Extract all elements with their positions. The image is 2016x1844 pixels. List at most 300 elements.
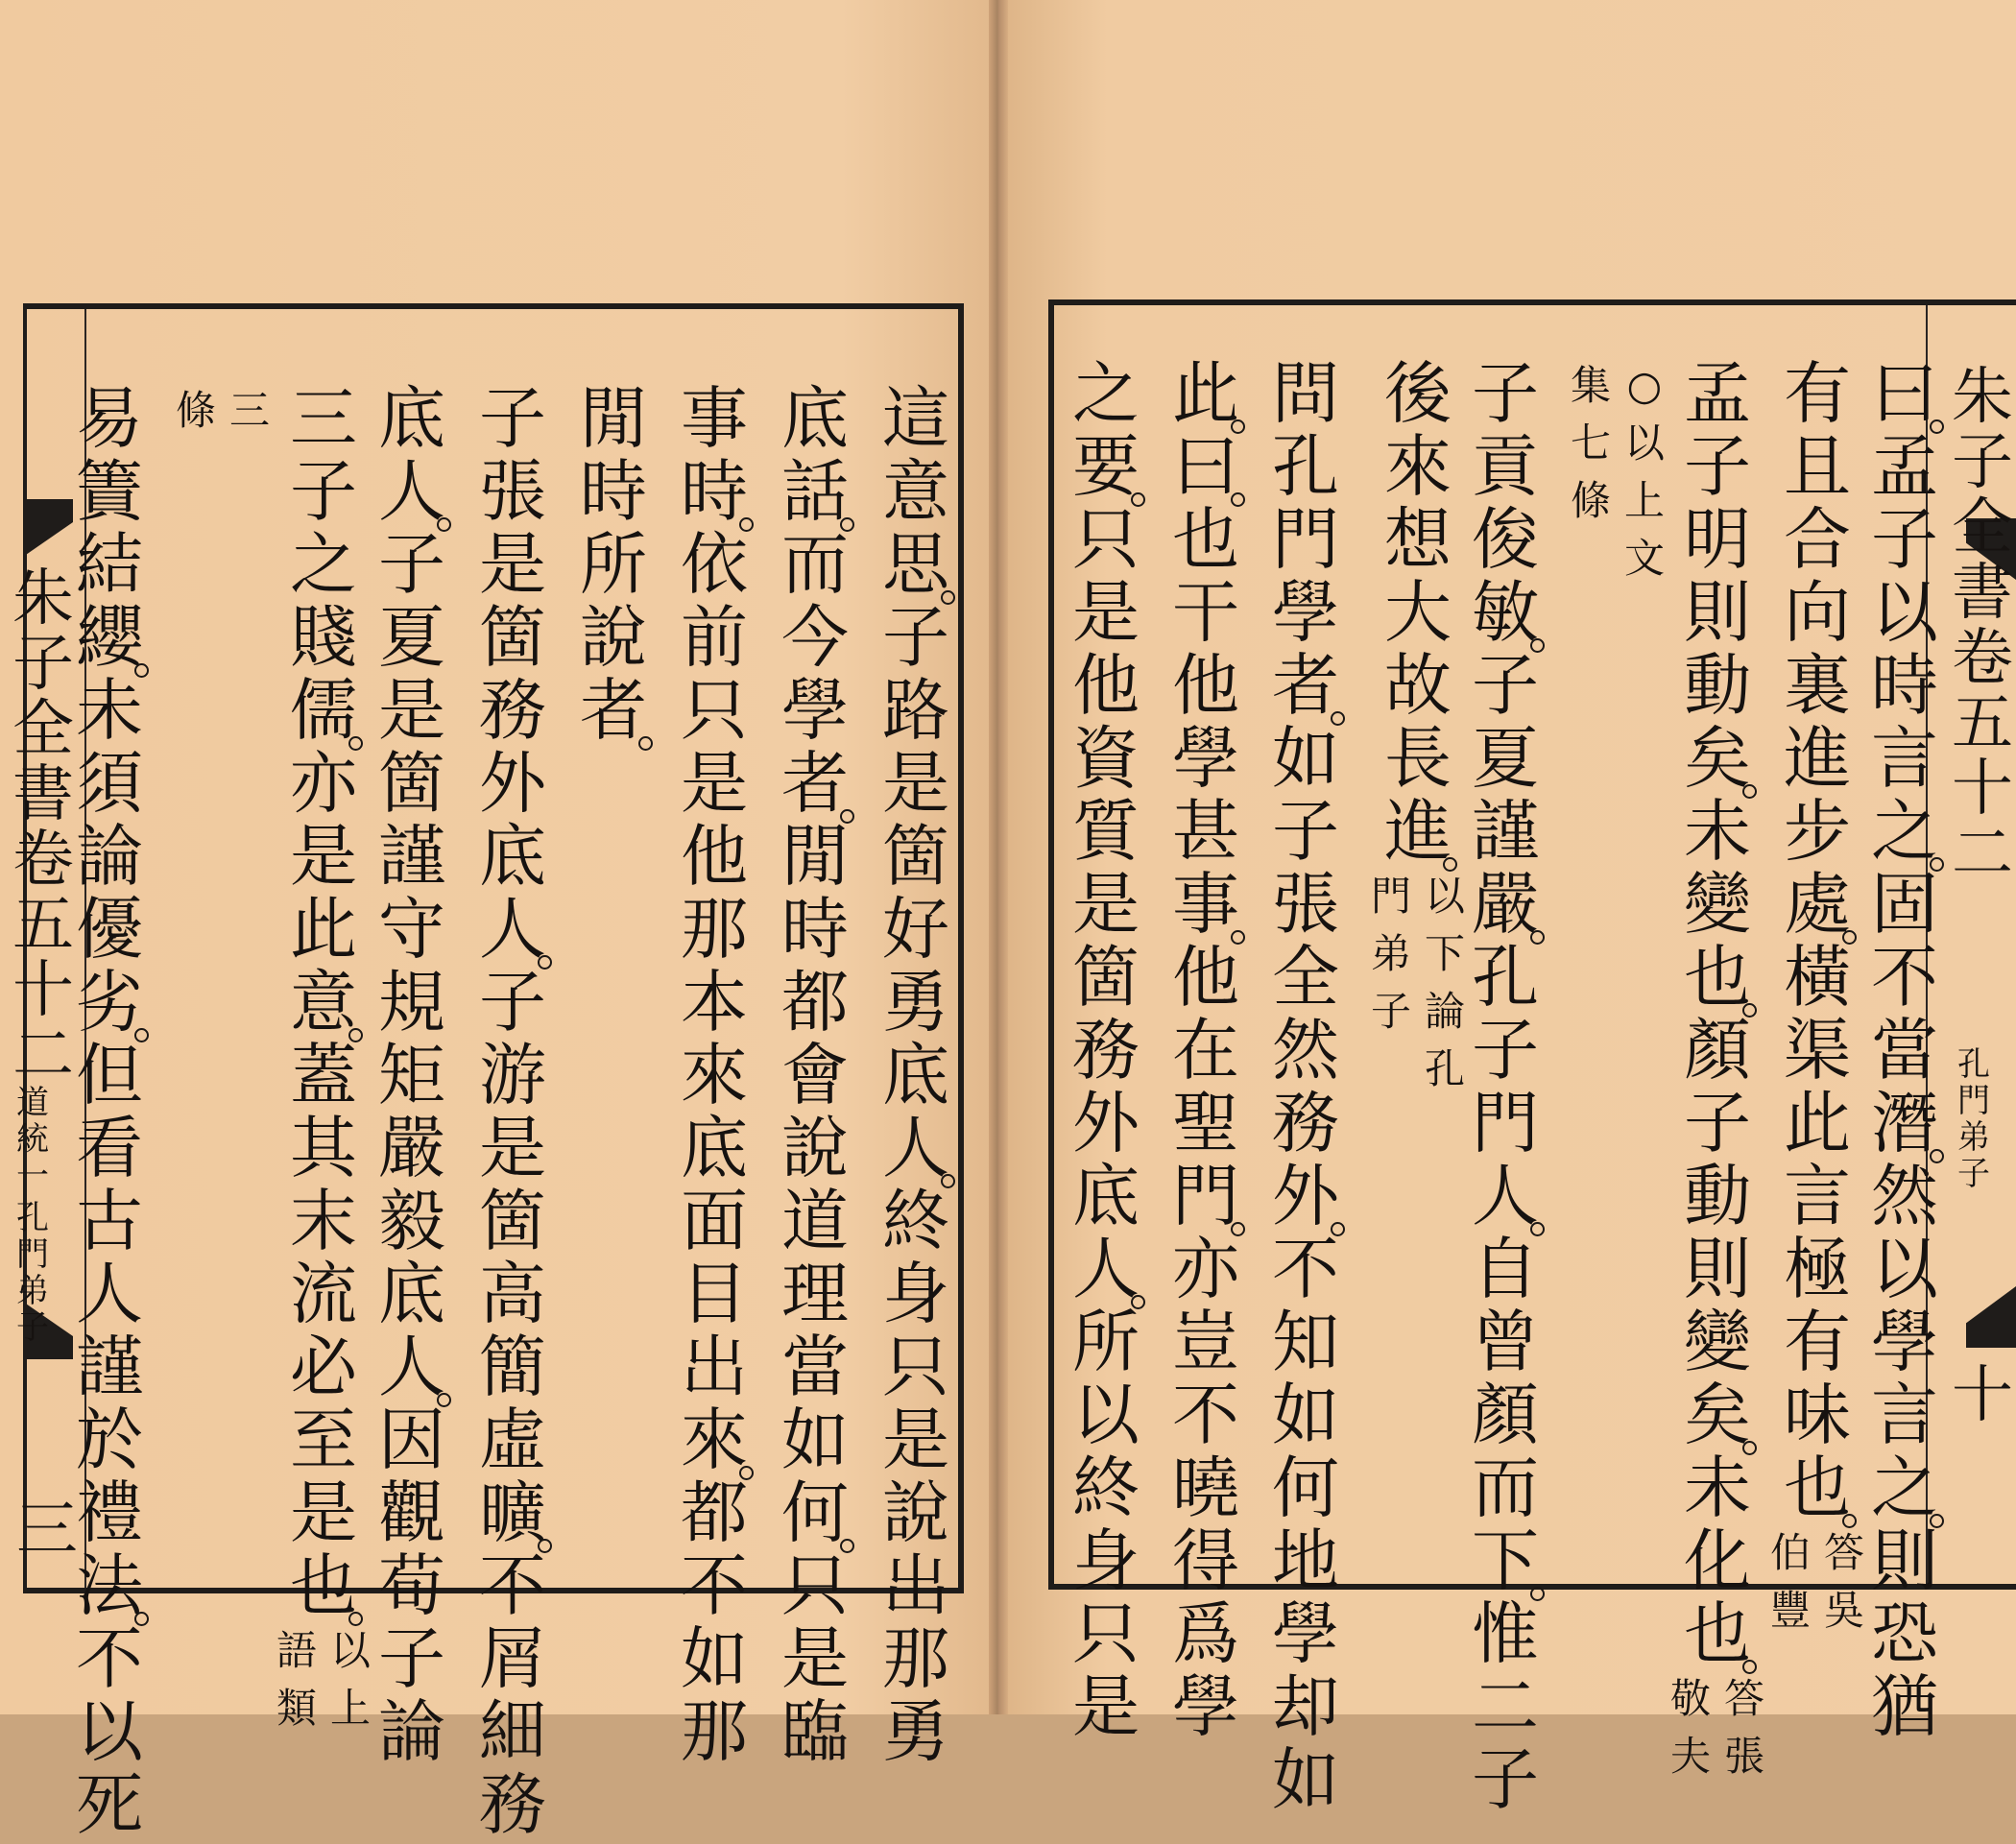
note-line (274, 1622, 320, 1737)
text-char: 閒 (580, 379, 647, 458)
margin-char: 十 (1952, 754, 2013, 825)
text-char: 子 (1684, 427, 1751, 506)
text-char: 語 (276, 1627, 317, 1674)
text-char: 子 (1472, 1011, 1539, 1090)
text-char: 末 (290, 1182, 357, 1260)
interlinear-note (173, 382, 273, 440)
text-char: 進 (1380, 795, 1455, 868)
text-char: 守 (378, 890, 445, 969)
text-char: 底 (378, 1255, 445, 1333)
text-char: 法 (72, 1549, 147, 1622)
text-char: 子 (479, 963, 546, 1042)
text-char: 張 (1723, 1733, 1764, 1780)
note-line (1368, 868, 1414, 1098)
text-char: 長 (1384, 719, 1452, 798)
text-char: 來 (1384, 427, 1452, 506)
text-char: 此 (290, 890, 357, 969)
text-char: 那 (681, 890, 748, 969)
text-char: 人 (76, 1255, 143, 1333)
text-column (1068, 354, 1143, 1746)
text-char: 禮 (76, 1473, 143, 1552)
text-char: 都 (681, 1473, 748, 1552)
margin-char: 門 (1957, 1082, 1990, 1120)
note-line (173, 382, 219, 440)
text-char: 荀 (378, 1546, 445, 1625)
interlinear-note (274, 1622, 373, 1737)
text-char: 蓋 (290, 1036, 357, 1114)
text-char: 不 (681, 1546, 748, 1625)
text-char: 只 (882, 1328, 949, 1406)
text-char: 說 (580, 598, 647, 677)
text-char: 惟 (1472, 1594, 1539, 1673)
text-char: 地 (1272, 1521, 1339, 1600)
margin-char: 全 (1952, 492, 2013, 563)
text-char: 纓 (72, 601, 147, 674)
text-char: 矩 (378, 1036, 445, 1114)
text-char: 當 (1871, 1011, 1938, 1090)
margin-char: 門 (16, 1235, 49, 1274)
text-char: 未 (1684, 792, 1751, 871)
text-char: 這 (882, 379, 949, 458)
text-char: 敬 (1669, 1675, 1711, 1722)
text-char: 矣 (1680, 722, 1755, 795)
text-char: 說 (882, 1473, 949, 1552)
text-char: 曰 (1867, 357, 1942, 430)
text-char: 問 (1272, 354, 1339, 433)
text-char: 條 (1570, 477, 1611, 524)
text-char: 學 (1172, 1667, 1239, 1746)
text-char: 資 (1072, 719, 1140, 798)
margin-section (13, 1085, 52, 1194)
text-char: 古 (76, 1182, 143, 1260)
text-char: 外 (1268, 1160, 1343, 1233)
text-char: 大 (1384, 573, 1452, 652)
margin-char: 道 (16, 1084, 49, 1122)
text-char: 味 (1784, 1376, 1851, 1454)
text-char: 話 (778, 455, 852, 528)
text-char: 則 (1684, 1230, 1751, 1308)
text-char: ○ (1626, 362, 1663, 409)
text-char: 如 (681, 1619, 748, 1698)
text-char: 子 (378, 525, 445, 604)
text-char: 上 (1623, 477, 1665, 524)
text-char: 時 (1871, 646, 1938, 725)
margin-char: 弟 (1957, 1118, 1990, 1157)
text-char: 勇 (882, 963, 949, 1042)
text-char: 事 (1168, 868, 1243, 941)
margin-char: 孔 (1957, 1045, 1990, 1084)
text-char: 此 (1168, 357, 1243, 430)
text-char: 看 (76, 1109, 143, 1187)
text-char: 有 (1784, 1303, 1851, 1381)
page-number: 十 (1952, 1360, 2013, 1431)
text-char: 亦 (1172, 1230, 1239, 1308)
text-char: 也 (1172, 500, 1239, 579)
text-char: 但 (76, 1036, 143, 1114)
text-char: 此 (1784, 1084, 1851, 1162)
text-char: 所 (1072, 1303, 1140, 1381)
margin-char: 卷 (1952, 623, 2013, 694)
text-char: 學 (781, 671, 849, 750)
text-char: 集 (1570, 362, 1611, 409)
text-char: 論 (76, 817, 143, 896)
text-char: 論 (1424, 988, 1465, 1035)
margin-chapter (1955, 1046, 1993, 1192)
text-char: 子 (1472, 1740, 1539, 1819)
note-line (1721, 1670, 1767, 1785)
text-char: 貢 (1472, 427, 1539, 506)
text-char: 底 (882, 1036, 949, 1114)
text-char: 矣 (1680, 1378, 1755, 1451)
text-char: 是 (781, 1619, 849, 1698)
text-char: 務 (479, 671, 546, 750)
text-char: 儒 (286, 674, 361, 747)
text-char: 也 (1680, 1597, 1755, 1670)
text-char: 結 (76, 525, 143, 604)
text-char: 是 (479, 525, 546, 604)
text-char: 學 (1172, 719, 1239, 798)
text-char: 謹 (76, 1328, 143, 1406)
text-char: 之 (290, 525, 357, 604)
text-char: 之 (1867, 1451, 1942, 1524)
text-char: 觀 (378, 1473, 445, 1552)
text-char: 裏 (1784, 646, 1851, 725)
text-char: 不 (479, 1546, 546, 1625)
text-char: 也 (286, 1549, 361, 1622)
text-char: 如 (1272, 1376, 1339, 1454)
text-char: 路 (882, 671, 949, 750)
text-char: 合 (1784, 500, 1851, 579)
text-char: 下 (1468, 1524, 1543, 1597)
text-char: 得 (1172, 1521, 1239, 1600)
text-char: 答 (1723, 1675, 1764, 1722)
text-char: 以 (1072, 1376, 1140, 1454)
text-char: 然 (1871, 1157, 1938, 1235)
text-char: 本 (681, 963, 748, 1042)
text-char: 規 (378, 963, 445, 1042)
text-char: 人 (1068, 1233, 1143, 1305)
margin-title (10, 563, 77, 1091)
margin-char: 孔 (16, 1199, 49, 1237)
interlinear-note (1767, 1524, 1867, 1640)
text-char: 想 (1384, 500, 1452, 579)
text-char: 步 (1784, 792, 1851, 871)
text-char: 聖 (1172, 1084, 1239, 1162)
text-char: 進 (1784, 719, 1851, 798)
text-char: 孔 (1272, 427, 1339, 506)
left-margin-title (10, 563, 77, 1091)
text-char: 不 (1272, 1230, 1339, 1308)
text-char: 意 (882, 452, 949, 531)
text-char: 勇 (882, 1692, 949, 1771)
text-char: 何 (778, 1476, 852, 1549)
text-char: 箇 (882, 817, 949, 896)
text-char: 者 (1268, 649, 1343, 722)
page-number: 三 (16, 1495, 78, 1566)
margin-char: 子 (1957, 1155, 1990, 1193)
margin-char: 朱 (1952, 362, 2013, 433)
text-char: 化 (1684, 1521, 1751, 1600)
text-char: 知 (1272, 1303, 1339, 1381)
text-char: 甚 (1172, 792, 1239, 871)
text-char: 言 (1871, 719, 1938, 798)
text-char: 易 (76, 379, 143, 458)
text-char: 孟 (1684, 354, 1751, 433)
text-char: 務 (479, 1765, 546, 1844)
text-char: 以 (329, 1627, 371, 1674)
text-column (274, 379, 373, 1737)
margin-char: 二 (12, 1020, 74, 1091)
text-char: 只 (781, 1546, 849, 1625)
text-char: 劣 (72, 966, 147, 1039)
text-char: 極 (1784, 1230, 1851, 1308)
text-char: 那 (882, 1619, 949, 1698)
text-char: 條 (175, 387, 216, 434)
note-line (1821, 1524, 1867, 1640)
text-char: 橫 (1784, 938, 1851, 1017)
text-char: 所 (580, 525, 647, 604)
margin-char: 子 (1952, 427, 2013, 498)
text-char: 如 (1272, 719, 1339, 798)
text-char: 會 (781, 1036, 849, 1114)
text-char: 事 (681, 379, 748, 458)
note-line (227, 382, 273, 440)
text-char: 子 (1472, 646, 1539, 725)
text-char: 不 (1172, 1376, 1239, 1454)
text-char: 只 (681, 671, 748, 750)
text-char: 不 (76, 1619, 143, 1698)
text-char: 死 (76, 1765, 143, 1844)
text-char: 干 (1172, 573, 1239, 652)
text-char: 夏 (378, 598, 445, 677)
text-column (374, 379, 449, 1771)
text-char: 者 (576, 674, 651, 747)
text-char: 張 (1272, 865, 1339, 944)
text-char: 人 (374, 455, 449, 528)
text-char: 何 (1272, 1449, 1339, 1527)
interlinear-note (1368, 868, 1468, 1098)
interlinear-note (1668, 1670, 1767, 1785)
text-char: 顏 (1684, 1011, 1751, 1090)
text-char: 恐 (1871, 1594, 1938, 1673)
text-char: 也 (1680, 941, 1755, 1014)
text-char: 曰 (1168, 430, 1243, 503)
text-char: 子 (378, 1619, 445, 1698)
text-char: 爲 (1172, 1594, 1239, 1673)
text-char: 而 (781, 525, 849, 604)
text-char: 則 (1871, 1521, 1938, 1600)
text-char: 學 (1871, 1303, 1938, 1381)
text-char: 明 (1684, 500, 1751, 579)
text-char: 三 (228, 387, 270, 434)
text-char: 是 (882, 744, 949, 823)
text-char: 因 (378, 1401, 445, 1479)
text-char: 然 (1272, 1011, 1339, 1090)
text-char: 以 (1623, 419, 1665, 467)
margin-char: 弟 (16, 1272, 49, 1310)
right-margin-chapter (1955, 1046, 1993, 1192)
text-char: 意 (286, 966, 361, 1039)
text-char: 今 (781, 598, 849, 677)
text-char: 夏 (1472, 719, 1539, 798)
text-char: 敏 (1468, 576, 1543, 649)
text-char: 學 (1272, 1594, 1339, 1673)
text-char: 只 (1072, 500, 1140, 579)
text-char: 賤 (290, 598, 357, 677)
text-char: 身 (1072, 1521, 1140, 1600)
text-char: 底 (479, 817, 546, 896)
text-char: 也 (1780, 1451, 1855, 1524)
text-char: 來 (677, 1403, 752, 1476)
text-char: 簀 (76, 452, 143, 531)
text-char: 質 (1072, 792, 1140, 871)
text-char: 臨 (781, 1692, 849, 1771)
text-char: 上 (329, 1685, 371, 1732)
text-char: 底 (378, 379, 445, 458)
right-page-number (1949, 1360, 2016, 1431)
text-char: 務 (1272, 1084, 1339, 1162)
text-char: 七 (1570, 419, 1611, 467)
text-char: 全 (1272, 938, 1339, 1017)
text-char: 身 (882, 1255, 949, 1333)
margin-char: 書 (1952, 558, 2013, 629)
text-char: 終 (1072, 1449, 1140, 1527)
text-char: 如 (1272, 1740, 1339, 1819)
text-char: 人 (475, 893, 550, 966)
text-char: 子 (1272, 792, 1339, 871)
text-char: 是 (1072, 865, 1140, 944)
text-char: 要 (1068, 430, 1143, 503)
text-char: 文 (1623, 535, 1665, 582)
book-gutter (989, 0, 1008, 1714)
text-char: 向 (1784, 573, 1851, 652)
text-char: 箇 (479, 598, 546, 677)
text-column (1268, 354, 1343, 1819)
text-char: 都 (781, 963, 849, 1042)
text-char: 門 (1272, 500, 1339, 579)
text-char: 箇 (378, 744, 445, 823)
text-char: 固 (1871, 865, 1938, 944)
text-char: 三 (290, 379, 357, 458)
right-margin-title (1949, 362, 2016, 890)
text-char: 當 (781, 1328, 849, 1406)
margin-char: 子 (12, 629, 74, 700)
text-char: 子 (1684, 1084, 1751, 1162)
margin-char: 二 (1952, 819, 2013, 890)
text-column (677, 379, 752, 1771)
text-char: 亦 (290, 744, 357, 823)
text-char: 後 (1384, 354, 1452, 433)
text-char: 面 (681, 1182, 748, 1260)
text-char: 外 (1072, 1084, 1140, 1162)
text-column (1468, 354, 1543, 1819)
margin-char: 全 (12, 694, 74, 765)
text-char: 是 (1072, 1667, 1140, 1746)
text-char: 目 (681, 1255, 748, 1333)
text-char: 好 (882, 890, 949, 969)
text-char: 是 (290, 817, 357, 896)
text-char: 子 (1472, 354, 1539, 433)
text-char: 未 (1684, 1449, 1751, 1527)
text-char: 箇 (479, 1182, 546, 1260)
margin-char: 書 (12, 759, 74, 830)
text-char: 依 (681, 525, 748, 604)
text-char: 弟 (1370, 930, 1411, 977)
text-char: 子 (290, 452, 357, 531)
text-char: 高 (479, 1255, 546, 1333)
margin-char: 朱 (12, 563, 74, 635)
text-char: 人 (878, 1112, 953, 1185)
text-char: 於 (76, 1401, 143, 1479)
text-char: 謹 (378, 817, 445, 896)
text-char: 曾 (1472, 1303, 1539, 1381)
text-char: 在 (1172, 1011, 1239, 1090)
text-char: 之 (1072, 354, 1140, 433)
text-char: 潛 (1867, 1087, 1942, 1160)
text-char: 則 (1684, 573, 1751, 652)
text-char: 有 (1784, 354, 1851, 433)
text-char: 其 (290, 1109, 357, 1187)
margin-char: 五 (12, 890, 74, 961)
left-page-number (13, 1495, 81, 1566)
text-char: 渠 (1784, 1011, 1851, 1090)
text-char: 是 (1072, 573, 1140, 652)
text-char: 却 (1272, 1667, 1339, 1746)
text-char: 以 (1424, 873, 1465, 920)
margin-char: 卷 (12, 825, 74, 896)
interlinear-note (1568, 357, 1668, 587)
text-char: 門 (1370, 873, 1411, 920)
text-char: 道 (781, 1182, 849, 1260)
margin-char: 子 (16, 1308, 49, 1347)
text-column (1767, 354, 1867, 1640)
note-line (1422, 868, 1468, 1098)
text-char: 下 (1424, 930, 1465, 977)
text-char: 夫 (1669, 1733, 1711, 1780)
text-column (1568, 357, 1668, 587)
text-char: 至 (290, 1401, 357, 1479)
text-char: 豈 (1172, 1303, 1239, 1381)
text-char: 未 (76, 671, 143, 750)
text-char: 屑 (479, 1619, 546, 1698)
text-char: 張 (479, 452, 546, 531)
text-char: 變 (1684, 865, 1751, 944)
text-char: 動 (1684, 646, 1751, 725)
text-char: 人 (1468, 1160, 1543, 1233)
text-char: 游 (479, 1036, 546, 1114)
text-char: 言 (1784, 1157, 1851, 1235)
text-char: 處 (1780, 868, 1855, 941)
text-char: 是 (479, 1109, 546, 1187)
text-column (878, 379, 953, 1771)
text-char: 論 (378, 1692, 445, 1771)
text-char: 箇 (1072, 938, 1140, 1017)
text-char: 理 (781, 1255, 849, 1333)
text-char: 謹 (1472, 792, 1539, 871)
text-char: 嚴 (1468, 868, 1543, 941)
text-char: 來 (681, 1036, 748, 1114)
text-char: 曠 (475, 1476, 550, 1549)
text-char: 流 (290, 1255, 357, 1333)
text-char: 終 (882, 1182, 949, 1260)
text-char: 者 (778, 747, 852, 820)
text-char: 以 (1871, 573, 1938, 652)
text-char: 門 (1168, 1160, 1243, 1233)
text-char: 是 (290, 1473, 357, 1552)
text-char: 學 (1272, 573, 1339, 652)
text-char: 他 (1072, 646, 1140, 725)
text-char: 時 (580, 452, 647, 531)
